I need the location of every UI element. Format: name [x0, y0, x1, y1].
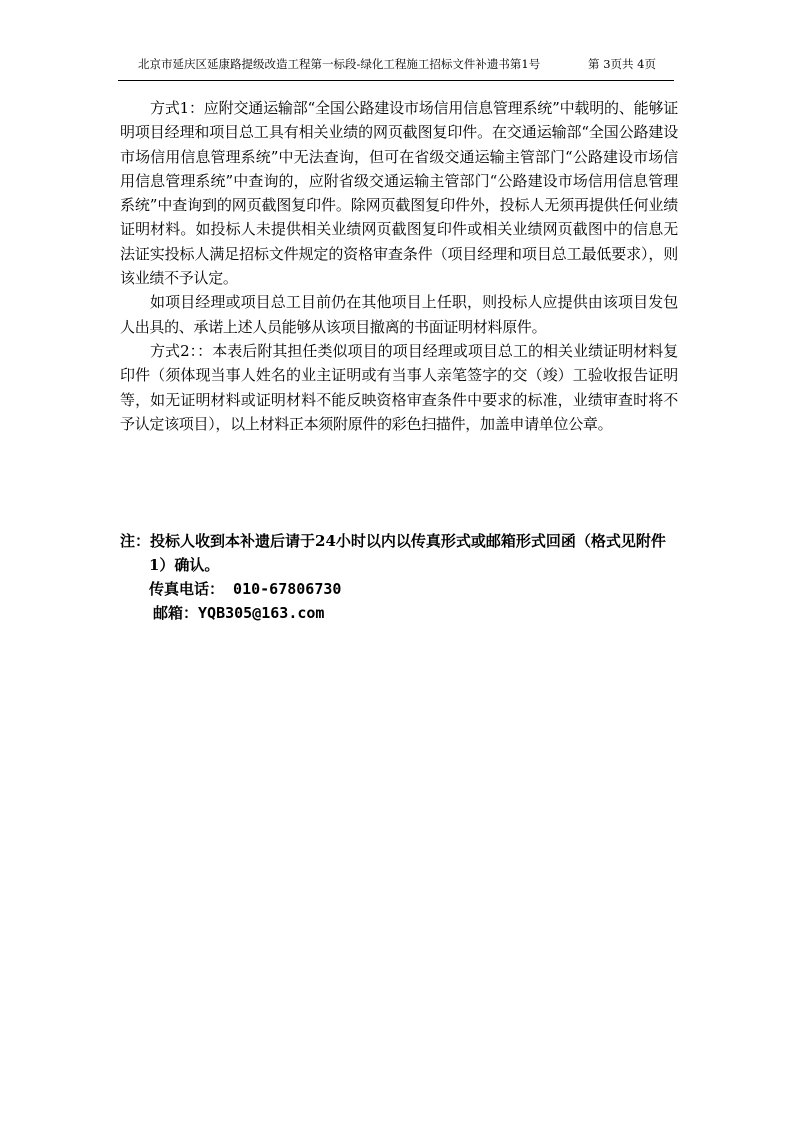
paragraph-method-2: 方式2：：本表后附其担任类似项目的项目经理或项目总工的相关业绩证明材料复印件（须体现当事人姓名的业主证明或有当事人亲笔签字的交（竣）工验收报告证明等，如无证明材料或证明材料不能反映资格审查条件中要求的标准，业绩审查时将不予认定该项目），以上材料正本须附原件的彩色扫描件，加盖申请单位公章。	[120, 341, 678, 433]
header-document-title: 北京市延庆区延康路提级改造工程第一标段-绿化工程施工招标文件补遗书第1号	[138, 57, 541, 71]
note-text: 注：投标人收到本补遗后请于24小时以内以传真形式或邮箱形式回函（格式见附件1）确认。	[120, 532, 666, 574]
paragraph-method-1: 方式1：应附交通运输部“全国公路建设市场信用信息管理系统”中载明的、能够证明项目经理和项目总工具有相关业绩的网页截图复印件。在交通运输部“全国公路建设市场信用信息管理系统”中无法查询，但可在省级交通运输主管部门“公路建设市场信用信息管理系统”中查询的，应附省级交通运输主管部门“公路建设市场信用信息管理系统”中查询到的网页截图复印件。除网页截图复印件外，投标人无须再提供任何业绩证明材料。如投标人未提供相关业绩网页截图复印件或相关业绩网页截图中的信息无法证实投标人满足招标文件规定的资格审查条件（项目经理和项目总工最低要求），则该业绩不予认定。	[120, 99, 678, 288]
fax-label: 传真电话：	[149, 580, 225, 598]
header-page-number: 第 3页共 4页	[588, 57, 656, 71]
email-line	[120, 601, 680, 625]
email-address: YQB305@163.com	[198, 604, 325, 622]
fax-number: 010-67806730	[224, 580, 342, 598]
fax-line	[120, 577, 680, 601]
page-header	[118, 52, 674, 81]
note-section	[120, 529, 680, 625]
email-label: 邮箱：	[153, 604, 199, 622]
body-text	[120, 96, 678, 436]
paragraph-current-position: 如项目经理或项目总工目前仍在其他项目上任职，则投标人应提供由该项目发包人出具的、承诺上述人员能够从该项目撤离的书面证明材料原件。	[120, 293, 678, 336]
